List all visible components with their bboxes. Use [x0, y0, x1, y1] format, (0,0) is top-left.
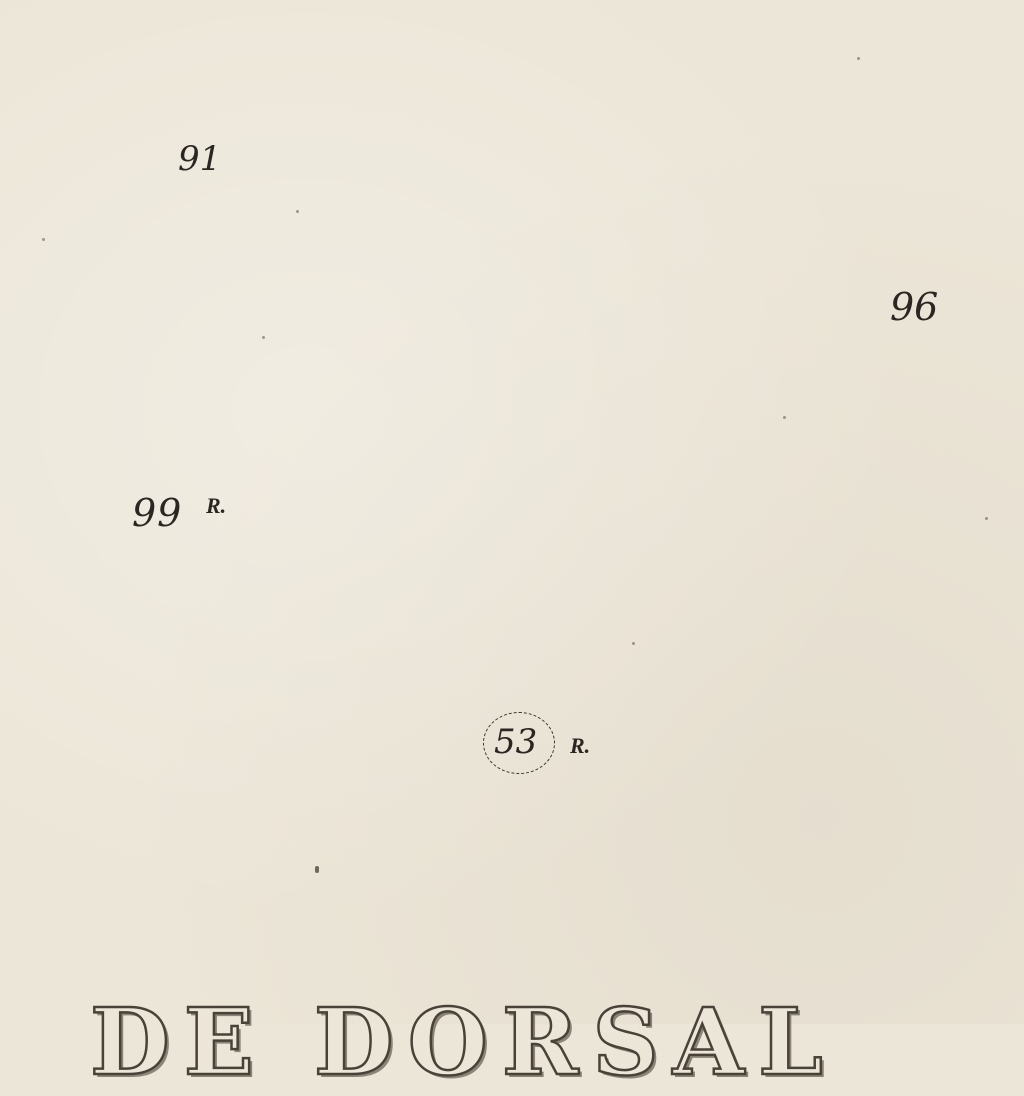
ink-speck — [985, 517, 988, 520]
figure-number-53: 53 — [494, 722, 538, 762]
ink-speck — [783, 416, 786, 419]
figure-number-99: 99 — [132, 491, 183, 535]
figure-number-91: 91 — [178, 139, 222, 179]
ink-speck — [315, 866, 319, 873]
ink-speck — [857, 57, 860, 60]
ink-speck — [42, 238, 45, 241]
ink-speck — [262, 336, 265, 339]
ink-speck — [632, 642, 635, 645]
figure-suffix-53: R. — [570, 733, 591, 758]
figure-suffix-99: R. — [206, 493, 227, 518]
ink-speck — [296, 210, 299, 213]
figure-number-96: 96 — [890, 285, 939, 329]
plate-title-banner: DE DORSAL — [90, 988, 837, 1096]
